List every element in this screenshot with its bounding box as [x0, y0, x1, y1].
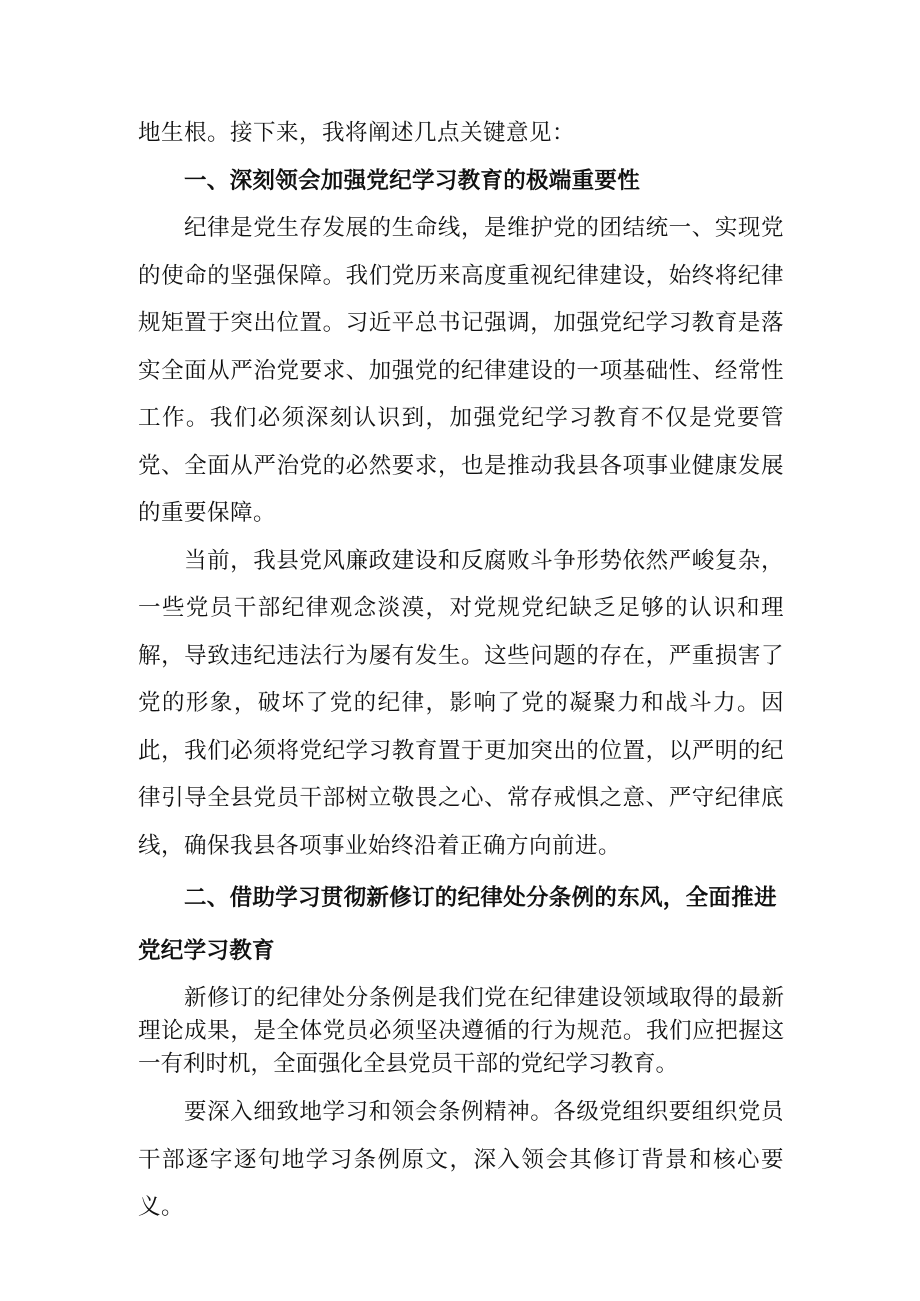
- section-1-paragraph-1: 纪律是党生存发展的生命线，是维护党的团结统一、实现党的使命的坚强保障。我们党历来高度重视纪律建设，始终将纪律规矩置于突出位置。习近平总书记强调，加强党纪学习教育是落实全面从严治党要求、加强党的纪律建设的一项基础性、经常性工作。我们必须深刻认识到，加强党纪学习教育不仅是党要管党、全面从严治党的必然要求，也是推动我县各项事业健康发展的重要保障。: [138, 215, 784, 526]
- intro-paragraph: 地生根。接下来，我将阐述几点关键意见：: [138, 120, 576, 146]
- section-2-paragraph-2: 要深入细致地学习和领会条例精神。各级党组织要组织党员干部逐字逐句地学习条例原文，深入领会其修订背景和核心要义。: [138, 1099, 784, 1220]
- section-1-paragraph-2: 当前，我县党风廉政建设和反腐败斗争形势依然严峻复杂，一些党员干部纪律观念淡漠，对党规党纪缺乏足够的认识和理解，导致违纪违法行为屡有发生。这些问题的存在，严重损害了党的形象，破坏了党的纪律，影响了党的凝聚力和战斗力。因此，我们必须将党纪学习教育置于更加突出的位置，以严明的纪律引导全县党员干部树立敬畏之心、常存戒惧之意、严守纪律底线，确保我县各项事业始终沿着正确方向前进。: [138, 547, 784, 859]
- document-page: [138, 110, 784, 1232]
- section-1-heading: 一、深刻领会加强党纪学习教育的极端重要性: [184, 167, 641, 194]
- section-2-paragraph-1: 新修订的纪律处分条例是我们党在纪律建设领域取得的最新理论成果，是全体党员必须坚决遵循的行为规范。我们应把握这一有利时机，全面强化全县党员干部的党纪学习教育。: [138, 985, 784, 1077]
- section-2-heading: 二、借助学习贯彻新修订的纪律处分条例的东风，全面推进党纪学习教育: [138, 885, 777, 964]
